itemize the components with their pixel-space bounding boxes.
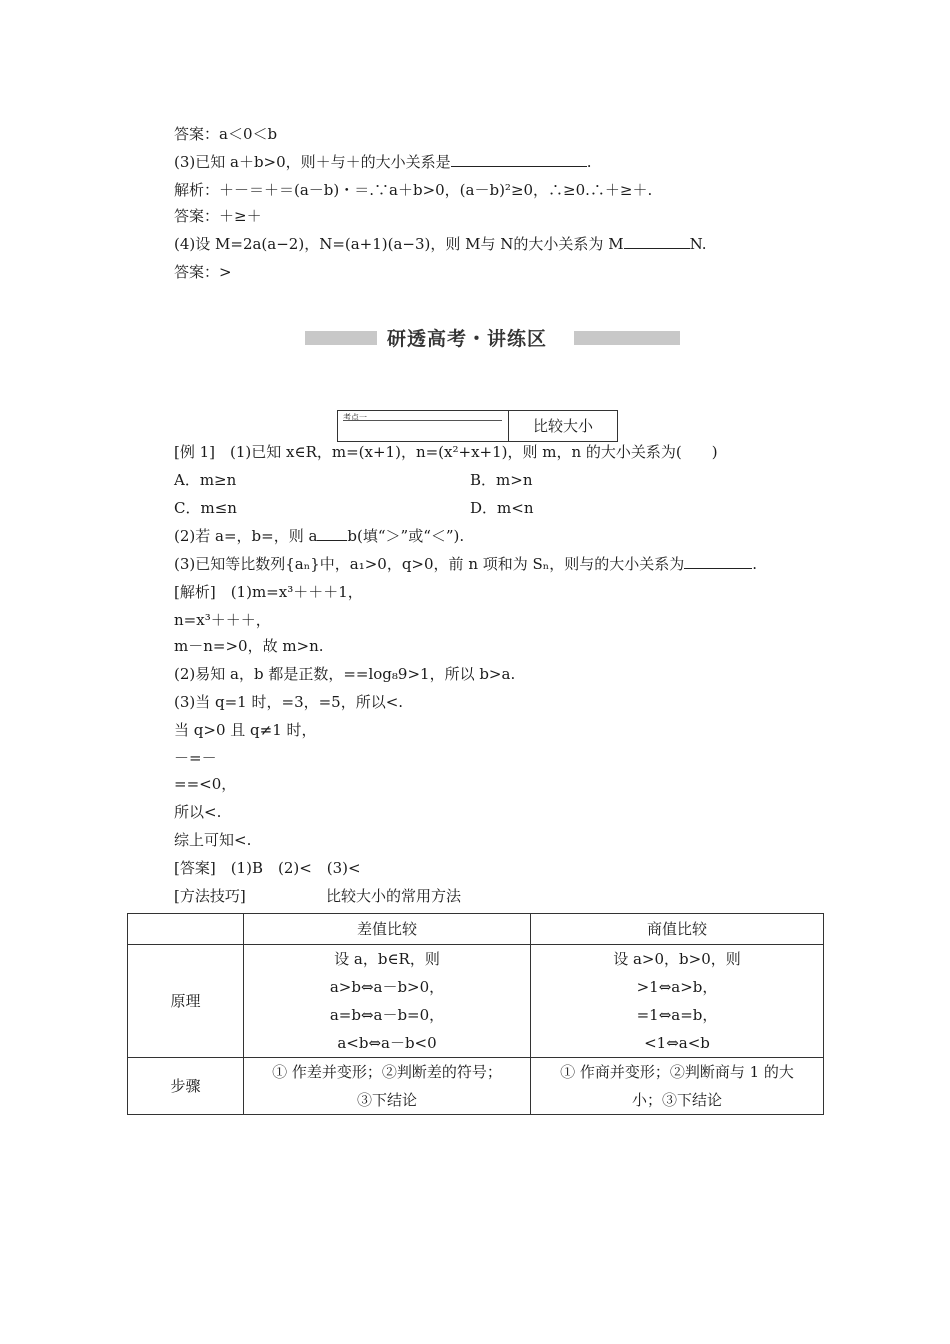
option-b: B．m>n	[470, 471, 533, 489]
principle-diff-line: a<b⇔a－b<0	[337, 1034, 437, 1052]
topic-tag-rule	[343, 420, 502, 421]
example-1-part-3	[174, 554, 757, 574]
table-header-row	[128, 914, 824, 945]
principle-diff-cell	[244, 945, 531, 1058]
steps-diff-line: ③下结论	[356, 1091, 417, 1109]
answer-blank	[624, 234, 690, 249]
table-header-quot: 商值比较	[531, 914, 824, 945]
solution-line: ==<0，	[174, 775, 237, 793]
example-1-stem: [例 1] (1)已知 x∈R，m=(x+1)，n=(x²+x+1)，则 m，n 的大小关系为( )	[174, 443, 718, 461]
answer-summary: [答案] (1)B (2)< (3)<	[174, 859, 361, 877]
steps-diff-line: ① 作差并变形；②判断差的符号；	[272, 1063, 502, 1081]
principle-quot-line: =1⇔a=b，	[636, 1006, 718, 1024]
principle-quot-line: <1⇔a<b	[644, 1034, 710, 1052]
principle-quot-line: 设 a>0，b>0，则	[613, 950, 741, 968]
example-1-part-2	[174, 526, 464, 546]
topic-box	[337, 410, 618, 442]
steps-quot-line: ① 作商并变形；②判断商与 1 的大	[560, 1063, 794, 1081]
method-label: [方法技巧]	[174, 887, 246, 905]
solution-line: 综上可知<.	[174, 831, 252, 849]
part-3-tail: .	[752, 555, 758, 573]
table-row	[128, 1058, 824, 1115]
solution-line: 当 q>0 且 q≠1 时，	[174, 721, 317, 739]
banner-title: 研透高考・讲练区	[387, 328, 548, 350]
solution-line: (2)易知 a，b 都是正数，==log₈9>1，所以 b>a.	[174, 665, 516, 683]
answer-line-2: 答案：a＜0＜b	[174, 125, 278, 143]
steps-quot-line: 小；③下结论	[631, 1091, 722, 1109]
principle-quot-line: >1⇔a>b，	[636, 978, 718, 996]
answer-blank	[684, 554, 752, 569]
banner-bar-right	[574, 331, 680, 345]
question-3-tail: .	[586, 153, 592, 171]
question-4-text: (4)设 M=2a(a−2)，N=(a+1)(a−3)，则 M与 N的大小关系为 M	[174, 235, 624, 253]
principle-diff-line: 设 a，b∈R，则	[334, 950, 440, 968]
row-label-steps: 步骤	[128, 1058, 244, 1115]
table-header-empty	[128, 914, 244, 945]
steps-quot-cell	[531, 1058, 824, 1115]
topic-title: 比较大小	[532, 417, 593, 435]
row-label-principle: 原理	[128, 945, 244, 1058]
solution-line: －=－	[174, 749, 217, 767]
question-3-text: (3)已知 a＋b>0，则＋与＋的大小关系是	[174, 153, 451, 171]
part-2-text: (2)若 a=，b=，则 a	[174, 527, 318, 545]
principle-diff-line: a=b⇔a－b=0，	[329, 1006, 445, 1024]
solution-3: 解析：＋－＝＋＝(a－b)・＝.∵a＋b>0，(a－b)²≥0，∴≥0.∴＋≥＋.	[174, 181, 653, 199]
question-4	[174, 234, 707, 254]
banner-bar-left	[305, 331, 377, 345]
answer-line-3: 答案：＋≥＋	[174, 207, 262, 225]
option-a: A．m≥n	[174, 471, 237, 489]
option-c: C．m≤n	[174, 499, 237, 517]
steps-diff-cell	[244, 1058, 531, 1115]
topic-tag-cell	[338, 411, 509, 441]
part-3-text: (3)已知等比数列{aₙ}中，a₁>0，q>0，前 n 项和为 Sₙ，则与的大小关系为	[174, 555, 685, 573]
question-3	[174, 152, 591, 172]
topic-tag: 考点一	[343, 413, 367, 422]
section-banner	[305, 326, 680, 348]
answer-blank	[451, 152, 587, 167]
solution-line: n=x³＋＋＋，	[174, 611, 271, 629]
table-header-diff: 差值比较	[244, 914, 531, 945]
method-table	[127, 913, 824, 1115]
table-row	[128, 945, 824, 1058]
answer-blank	[317, 526, 347, 541]
principle-quot-cell	[531, 945, 824, 1058]
solution-line: (3)当 q=1 时，=3，=5，所以<.	[174, 693, 404, 711]
question-4-tail: N.	[689, 235, 707, 253]
part-2-tail: b(填“＞”或“＜”).	[347, 527, 465, 545]
method-title: 比较大小的常用方法	[326, 887, 462, 905]
option-d: D．m<n	[470, 499, 534, 517]
solution-line: 所以<.	[174, 803, 222, 821]
solution-line: [解析] (1)m=x³＋＋＋1，	[174, 583, 363, 601]
principle-diff-line: a>b⇔a－b>0，	[329, 978, 445, 996]
solution-line: m－n=>0，故 m>n.	[174, 637, 324, 655]
answer-line-4: 答案：>	[174, 263, 232, 281]
